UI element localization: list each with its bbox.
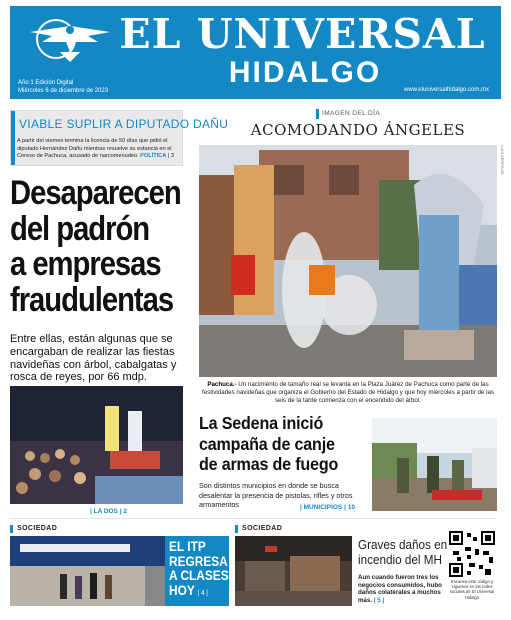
itp-headline-line [169,584,222,602]
fire-page: 5 [377,596,381,604]
label-accent-bar [316,109,319,119]
qr-code-icon[interactable] [449,531,495,577]
website-link[interactable]: www.eluniversalhidalgo.com.mx [403,87,489,93]
masthead-subtitle: HIDALGO [228,56,382,89]
masthead-title: EL UNIVERSAL [119,10,486,58]
itp-page-ref: | 4 | [197,589,208,597]
society-label: SOCIEDAD [242,525,283,532]
society-label: SOCIEDAD [17,525,58,532]
photo-credit: LUIS SERRANO [500,145,505,175]
sedena-headline-line: La Sedena inició [199,413,324,433]
itp-headline[interactable] [169,540,229,601]
fire-headline-line: Graves daños en [358,537,448,552]
itp-headline-last: HOY [169,582,195,598]
nativity-illustration [10,386,183,504]
sedena-body: Son distintos municipios en donde se busca desalentar la presencia de pistolas, rifles y otros armamentos [199,481,353,509]
edition-line: Año 1 Edición Digital [18,80,74,86]
masthead [10,6,501,99]
fire-body [358,574,446,604]
section-divider [10,518,497,519]
sedena-headline-line: campaña de canje [199,433,335,454]
itp-illustration [10,536,165,606]
headline-line: del padrón [10,209,150,248]
la-dos-ref[interactable]: | LA DOS | 2 [90,508,128,515]
sedena-illustration [372,418,497,511]
itp-page: 4 [201,589,205,597]
la-dos-label: LA DOS [93,508,118,515]
date-line: Miércoles 6 de diciembre de 2023 [18,88,109,94]
main-photo-illustration [199,145,497,377]
sedena-page: 10 [347,504,355,511]
top-brief-page-ref: 3 [170,153,174,159]
main-headline[interactable] [10,176,195,318]
headline-line: a empresas [10,245,161,283]
headline-line: fraudulentas [10,280,174,319]
itp-headline-line: EL ITP [169,539,206,554]
top-brief-text: A partir del viernes termina la licencia de 50 días que pidió el diputado Hernández Dañu mientras resuelve su estancia en el Cereso de Pachuca, acusado de narcomenudeo. [17,138,172,159]
top-brief-section-ref[interactable]: POLÍTICA [140,153,167,159]
sedena-section: MUNICIPIOS [303,504,343,511]
fire-page-ref[interactable]: | 5 | [373,596,385,604]
sedena-headline[interactable] [199,413,369,475]
fire-illustration [235,536,352,606]
image-of-day-title: ACOMODANDO ÁNGELES [250,121,466,139]
itp-photo[interactable] [10,536,165,606]
image-of-day-label: IMAGEN DEL DÍA [322,110,381,117]
section-accent-bar [10,525,13,533]
itp-headline-line: A CLASES [169,568,229,583]
fire-damage-photo[interactable] [235,536,352,606]
main-photo[interactable] [199,145,497,377]
sedena-photo[interactable] [372,418,497,511]
eagle-emblem-icon [26,12,114,64]
top-brief-box[interactable] [10,110,229,166]
top-brief-headline: VIABLE SUPLIR A DIPUTADO DAÑU [19,117,229,131]
itp-headline-line: REGRESA [169,553,228,569]
fire-headline[interactable] [358,537,448,567]
qr-caption: Escanea este código y síguenos en las redes sociales de El Universal Hidalgo [449,579,495,600]
caption-place: Pachuca.- [207,381,237,388]
fire-body-text: Aun cuando fueron tres los negocios consumidos, hubo daños colaterales a muchos más. [358,574,442,604]
sedena-headline-line: de armas de fuego [199,454,339,474]
la-dos-page: 2 [123,508,128,515]
fire-headline-line: incendio del MH [358,552,442,567]
caption-text: Un nacimiento de tamaño real se levanta en la Plaza Juárez de Pachuca como parte de las festividades navideñas que organiza el Gobierno del Estado de Hidalgo y que hoy miércoles a partir de las seis de la tarde comienza con el encendido del árbol. [201,381,495,404]
nativity-event-photo[interactable] [10,386,183,504]
headline-line: Desaparecen [10,174,181,212]
edition-info [18,79,108,95]
photo-caption [199,381,497,405]
main-deck: Entre ellas, están algunas que se encargaban de realizar las fiestas navideñas con árbol, cabalgatas y rosca de reyes, por 66 mdp. [10,333,177,384]
top-brief-body: A partir del viernes termina la licencia de 50 días que pidió el diputado Hernández Dañu mientras resuelve su estancia en el Cereso de Pachuca, acusado de narcomenudeo. POLÍTICA | 3 [17,138,174,159]
sedena-section-ref[interactable]: | MUNICIPIOS | 10 [300,504,355,511]
section-accent-bar [235,525,238,533]
accent-stripe [11,111,15,165]
